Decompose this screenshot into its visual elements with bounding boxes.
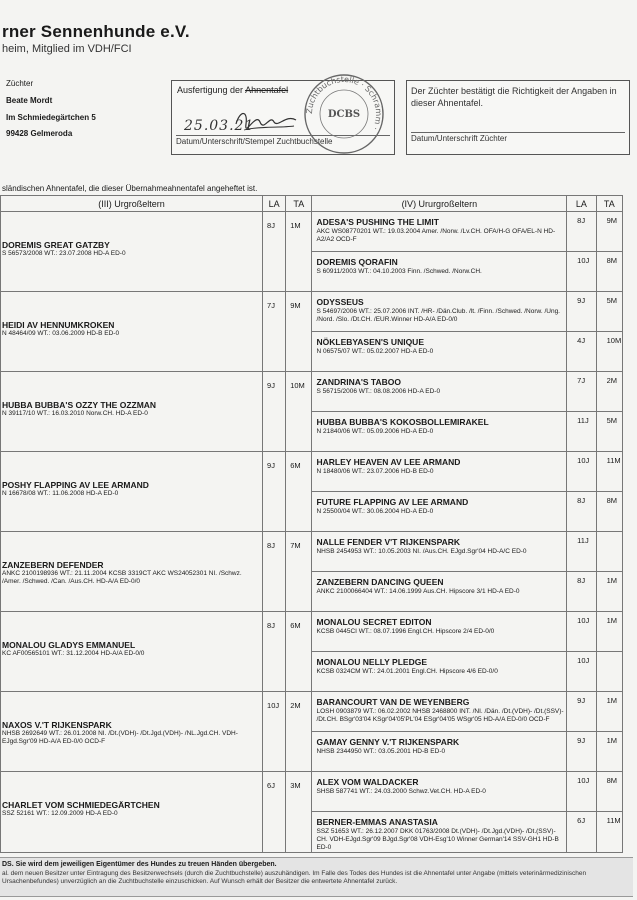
table-row xyxy=(1,212,623,252)
footer-notice xyxy=(0,857,633,897)
dog-info: LOSH 0903879 WT.: 06.02.2002 NHSB 2468800 INT. /NI. /Dän. /Dt.(VDH)- /Dt.(SSV)- /Dt.CH. BSgr'03'04 KSgr'04'05'PL'04 ESgr'04'05 WSgr'05 HD-A/A ED-0/0 OCD-F xyxy=(316,708,564,723)
ta-value: 11M xyxy=(606,816,621,825)
la-cell xyxy=(263,692,286,772)
ta-cell xyxy=(286,212,312,292)
club-title: rner Sennenhunde e.V. xyxy=(2,22,190,41)
great-great-grandparent-cell xyxy=(312,532,567,572)
great-great-grandparent-cell xyxy=(312,292,567,332)
ta-value: 9M xyxy=(606,216,618,225)
ta-value: 2M xyxy=(290,701,301,710)
pedigree-table xyxy=(0,195,623,853)
ta-cell xyxy=(596,412,622,452)
great-great-grandparent-cell xyxy=(312,732,567,772)
handwritten-signature xyxy=(230,104,300,134)
breeder-street: Im Schmiedegärtchen 5 xyxy=(6,113,96,122)
la-cell xyxy=(567,532,596,572)
ta-value: 1M xyxy=(606,616,618,625)
dog-name: ZANZEBERN DEFENDER xyxy=(2,560,104,570)
la-cell xyxy=(263,772,286,853)
la-cell xyxy=(567,612,596,652)
table-row xyxy=(1,532,623,572)
la-value: 10J xyxy=(577,656,590,665)
ta-cell xyxy=(596,812,622,853)
great-great-grandparent-cell xyxy=(312,492,567,532)
dog-info: AKC WS08770201 WT.: 19.03.2004 Amer. /Norw. /Lv.CH. OFA/H-G OFA/EL-N HD-A2/A2 OCD-F xyxy=(316,228,556,243)
great-grandparent-cell xyxy=(1,532,263,612)
la-value: 9J xyxy=(577,696,586,705)
dog-info: NHSB 2344950 WT.: 03.05.2001 HD-B ED-0 xyxy=(316,748,446,755)
ta-cell xyxy=(596,532,622,572)
dog-name: BERNER-EMMAS ANASTASIA xyxy=(316,817,438,827)
great-great-grandparent-cell xyxy=(312,252,567,292)
dog-info: N 06575/07 WT.: 05.02.2007 HD-A ED-0 xyxy=(316,348,434,355)
ta-cell xyxy=(596,332,622,372)
dog-name: MONALOU GLADYS EMMANUEL xyxy=(2,640,136,650)
great-great-grandparent-cell xyxy=(312,212,567,252)
dog-name: DOREMIS GREAT GATZBY xyxy=(2,240,110,250)
dog-info: S 60911/2003 WT.: 04.10.2003 Finn. /Schwed. /Norw.CH. xyxy=(316,268,482,275)
great-great-grandparent-cell xyxy=(312,772,567,812)
svg-text:Zuchtbuchstelle · Schramm ·: Zuchtbuchstelle · Schramm · xyxy=(304,74,384,132)
ta-value: 1M xyxy=(606,696,618,705)
la-cell xyxy=(567,292,596,332)
great-grandparent-cell xyxy=(1,692,263,772)
table-row xyxy=(1,452,623,492)
confirmation-text: Der Züchter bestätigt die Richtigkeit der Angaben in dieser Ahnentafel. xyxy=(411,86,617,108)
ta-cell xyxy=(286,372,312,452)
ta-cell xyxy=(596,252,622,292)
ta-value: 3M xyxy=(290,781,301,790)
ta-value xyxy=(597,532,622,535)
great-grandparent-cell xyxy=(1,772,263,853)
ta-cell xyxy=(596,492,622,532)
dog-name: HUBBA BUBBA'S KOKOSBOLLEMIRAKEL xyxy=(316,417,489,427)
intro-text: sländischen Ahnentafel, die dieser Übernahmeahnentafel angeheftet ist. xyxy=(2,184,258,193)
ta-value: 9M xyxy=(290,301,301,310)
dog-info: NHSB 2454953 WT.: 10.05.2003 NI. /Aus.CH. EJgd.Sgr'04 HD-A/C ED-0 xyxy=(316,548,527,555)
dog-name: FUTURE FLAPPING AV LEE ARMAND xyxy=(316,497,469,507)
ta-value: 8M xyxy=(606,256,618,265)
breeder-confirmation-box xyxy=(406,80,630,155)
ta-cell xyxy=(286,532,312,612)
la-cell xyxy=(263,452,286,532)
col-header-la: LA xyxy=(567,196,596,212)
dog-name: NÖKLEBYASEN'S UNIQUE xyxy=(316,337,424,347)
dog-name: CHARLET VOM SCHMIEDEGÄRTCHEN xyxy=(2,800,160,810)
table-row xyxy=(1,612,623,652)
la-cell xyxy=(567,332,596,372)
table-row xyxy=(1,372,623,412)
dog-name: ODYSSEUS xyxy=(316,297,364,307)
dog-name: DOREMIS QORAFIN xyxy=(316,257,398,267)
la-cell xyxy=(567,572,596,612)
la-value: 10J xyxy=(577,776,590,785)
ta-value: 6M xyxy=(290,621,301,630)
la-value: 8J xyxy=(577,216,586,225)
la-value: 10J xyxy=(267,701,280,710)
ta-value: 5M xyxy=(606,296,618,305)
great-great-grandparent-cell xyxy=(312,372,567,412)
la-cell xyxy=(567,772,596,812)
great-grandparent-cell xyxy=(1,612,263,692)
la-value: 8J xyxy=(267,221,275,230)
club-subtitle: heim, Mitglied im VDH/FCI xyxy=(2,43,132,55)
la-cell xyxy=(567,452,596,492)
dog-info: S 56715/2006 WT.: 08.08.2006 HD-A ED-0 xyxy=(316,388,441,395)
great-grandparent-cell xyxy=(1,452,263,532)
dog-info: N 16678/08 WT.: 11.06.2008 HD-A ED-0 xyxy=(2,490,119,497)
dog-info: N 21840/06 WT.: 05.09.2006 HD-A ED-0 xyxy=(316,428,434,435)
ta-cell xyxy=(596,652,622,692)
great-great-grandparent-cell xyxy=(312,332,567,372)
ta-value: 10M xyxy=(606,336,622,345)
table-row xyxy=(1,292,623,332)
ta-value: 10M xyxy=(290,381,305,390)
la-value: 8J xyxy=(577,576,586,585)
ta-value: 1M xyxy=(290,221,301,230)
la-cell xyxy=(263,292,286,372)
dog-name: ZANDRINA'S TABOO xyxy=(316,377,401,387)
dog-name: ALEX VOM WALDACKER xyxy=(316,777,419,787)
la-cell xyxy=(567,412,596,452)
ta-cell xyxy=(286,452,312,532)
dog-info: N 18480/06 WT.: 23.07.2006 HD-B ED-0 xyxy=(316,468,434,475)
ta-cell xyxy=(596,692,622,732)
breeder-city: 99428 Gelmeroda xyxy=(6,129,73,138)
la-cell xyxy=(567,492,596,532)
table-header-row xyxy=(1,196,623,212)
la-value: 9J xyxy=(267,461,275,470)
ta-value: 11M xyxy=(606,456,621,465)
breeder-label: Züchter xyxy=(6,79,34,88)
ta-cell xyxy=(596,212,622,252)
la-cell xyxy=(567,252,596,292)
ta-cell xyxy=(286,772,312,853)
dog-info: NHSB 2692649 WT.: 26.01.2008 NI. /Dt.(VDH)- /Dt.Jgd.(VDH)- /NL.Jgd.CH. VDH-EJgd.Sgr'09 HD-A/A ED-0/0 OCD-F xyxy=(2,730,238,745)
dog-name: GAMAY GENNY V.'T RIJKENSPARK xyxy=(316,737,460,747)
breeder-name: Beate Mordt xyxy=(6,96,53,105)
ta-cell xyxy=(596,452,622,492)
dog-info: KCSB 0445CI WT.: 08.07.1996 Engl.CH. Hipscore 2/4 ED-0/0 xyxy=(316,628,495,635)
la-cell xyxy=(567,212,596,252)
dog-name: ADESA'S PUSHING THE LIMIT xyxy=(316,217,439,227)
la-cell xyxy=(567,732,596,772)
la-value: 11J xyxy=(577,536,589,545)
great-grandparent-cell xyxy=(1,292,263,372)
la-value: 10J xyxy=(577,616,590,625)
dog-info: N 25500/04 WT.: 30.06.2004 HD-A ED-0 xyxy=(316,508,434,515)
ta-value: 5M xyxy=(606,416,618,425)
dog-name: HUBBA BUBBA'S OZZY THE OZZMAN xyxy=(2,400,157,410)
ta-cell xyxy=(596,292,622,332)
great-grandparent-cell xyxy=(1,372,263,452)
ta-value: 7M xyxy=(290,541,301,550)
col-header-ggp: (III) Urgroßeltern xyxy=(1,196,263,212)
great-great-grandparent-cell xyxy=(312,612,567,652)
certification-date: 25.03.21 xyxy=(184,118,255,134)
la-value: 9J xyxy=(577,736,586,745)
ta-cell xyxy=(596,612,622,652)
la-value: 6J xyxy=(577,816,586,825)
dog-name: MONALOU SECRET EDITON xyxy=(316,617,432,627)
stamp-text: DCBS xyxy=(327,109,361,120)
footer-line-2: al. dem neuen Besitzer unter Eintragung des Besitzerwechsels (durch die Zuchtbuchstelle) auszuhändigen. Im Falle des Todes des Hundes ist die Ahnentafel unter Angabe (mittels veterinärmedizinischen Ursachenbefundes) unverzüglich an die Zuchtbuchstelle einzuschicken. Auf Wunsch erhält der Besitzer die entwertete Ahnentafel zurück. xyxy=(2,870,587,885)
la-value: 10J xyxy=(577,256,590,265)
certification-footer: Datum/Unterschrift/Stempel Zuchtbuchstelle xyxy=(176,137,333,146)
col-header-la: LA xyxy=(263,196,286,212)
ta-cell xyxy=(286,692,312,772)
la-value: 7J xyxy=(267,301,275,310)
ta-cell xyxy=(286,292,312,372)
ta-cell xyxy=(596,572,622,612)
la-value: 9J xyxy=(267,381,275,390)
la-cell xyxy=(567,652,596,692)
dog-info: SSZ 52161 WT.: 12.09.2009 HD-A ED-0 xyxy=(2,810,118,817)
great-great-grandparent-cell xyxy=(312,692,567,732)
dog-name: ZANZEBERN DANCING QUEEN xyxy=(316,577,444,587)
table-row xyxy=(1,772,623,812)
la-value: 8J xyxy=(577,496,586,505)
great-great-grandparent-cell xyxy=(312,652,567,692)
great-great-grandparent-cell xyxy=(312,572,567,612)
la-value: 10J xyxy=(577,456,590,465)
la-cell xyxy=(263,532,286,612)
ta-cell xyxy=(596,732,622,772)
great-great-grandparent-cell xyxy=(312,412,567,452)
dog-name: POSHY FLAPPING AV LEE ARMAND xyxy=(2,480,149,490)
dog-info: S 54697/2006 WT.: 25.07.2006 INT. /HR- /Dän.Club. /lt. /Finn. /Schwed. /Norw. /Ung. /Nord. /Slo. /Dt.CH. /EUR.Winner HD-A/A ED-0/0 xyxy=(316,308,560,323)
dog-info: N 48464/09 WT.: 03.06.2009 HD-B ED-0 xyxy=(2,330,120,337)
dog-info: S 56573/2008 WT.: 23.07.2008 HD-A ED-0 xyxy=(2,250,126,257)
certification-label: Ausfertigung der Ahnentafel xyxy=(177,85,289,95)
dog-info: KCSB 0324CM WT.: 24.01.2001 Engl.CH. Hipscore 4/6 ED-0/0 xyxy=(316,668,498,675)
dog-info: ANKC 2100066404 WT.: 14.06.1999 Aus.CH. Hipscore 3/1 HD-A ED-0 xyxy=(316,588,520,595)
ta-value: 6M xyxy=(290,461,301,470)
la-value: 4J xyxy=(577,336,586,345)
great-great-grandparent-cell xyxy=(312,812,567,853)
col-header-ta: TA xyxy=(596,196,622,212)
signature-line xyxy=(411,132,625,133)
la-value: 7J xyxy=(577,376,586,385)
ta-value xyxy=(597,652,622,655)
ta-cell xyxy=(596,772,622,812)
la-cell xyxy=(567,692,596,732)
dog-info: SSZ 51653 WT.: 26.12.2007 DKK 01763/2008 Dt.(VDH)- /Dt.Jgd.(VDH)- /Dt.(SSV)-CH. VDH-EJgd.Sgr'09 BJgd.Sgr'08 VDH-Esg'10 Winner German'14 SSV-GH1 HD-B ED-0 xyxy=(316,828,559,851)
la-value: 8J xyxy=(267,621,275,630)
great-great-grandparent-cell xyxy=(312,452,567,492)
stamp-seal xyxy=(302,72,386,156)
ta-cell xyxy=(596,372,622,412)
confirmation-footer: Datum/Unterschrift Züchter xyxy=(411,134,508,143)
la-cell xyxy=(567,812,596,853)
la-cell xyxy=(567,372,596,412)
la-cell xyxy=(263,612,286,692)
dog-info: KC AF00565101 WT.: 31.12.2004 HD-A/A ED-0/0 xyxy=(2,650,145,657)
ta-value: 1M xyxy=(606,736,618,745)
table-row xyxy=(1,692,623,732)
dog-name: NAXOS V.'T RIJKENSPARK xyxy=(2,720,112,730)
col-header-ta: TA xyxy=(286,196,312,212)
ta-cell xyxy=(286,612,312,692)
ta-value: 8M xyxy=(606,776,618,785)
dog-info: ANKC 2100198936 WT.: 21.11.2004 KCSB 3319CT AKC WS24052301 NI. /Schwz. /Amer. /Schwed. /Can. /Aus.CH. HD-A/A ED-0/0 xyxy=(2,570,242,585)
dog-name: HARLEY HEAVEN AV LEE ARMAND xyxy=(316,457,461,467)
la-value: 11J xyxy=(577,416,589,425)
la-value: 9J xyxy=(577,296,586,305)
la-value: 8J xyxy=(267,541,275,550)
ta-value: 1M xyxy=(606,576,618,585)
footer-line-1: DS. Sie wird dem jeweiligen Eigentümer des Hundes zu treuen Händen übergeben. xyxy=(2,861,277,868)
ta-value: 8M xyxy=(606,496,618,505)
great-grandparent-cell xyxy=(1,212,263,292)
dog-info: N 39117/10 WT.: 16.03.2010 Norw.CH. HD-A ED-0 xyxy=(2,410,148,417)
dog-info: SHSB 587741 WT.: 24.03.2000 Schwz.Vet.CH. HD-A ED-0 xyxy=(316,788,486,795)
col-header-gggp: (IV) Ururgroßeltern xyxy=(312,196,567,212)
dog-name: NALLE FENDER V'T RIJKENSPARK xyxy=(316,537,461,547)
dog-name: MONALOU NELLY PLEDGE xyxy=(316,657,427,667)
dog-name: HEIDI AV HENNUMKROKEN xyxy=(2,320,115,330)
la-cell xyxy=(263,212,286,292)
la-value: 6J xyxy=(267,781,275,790)
la-cell xyxy=(263,372,286,452)
dog-name: BARANCOURT VAN DE WEYENBERG xyxy=(316,697,470,707)
ta-value: 2M xyxy=(606,376,618,385)
